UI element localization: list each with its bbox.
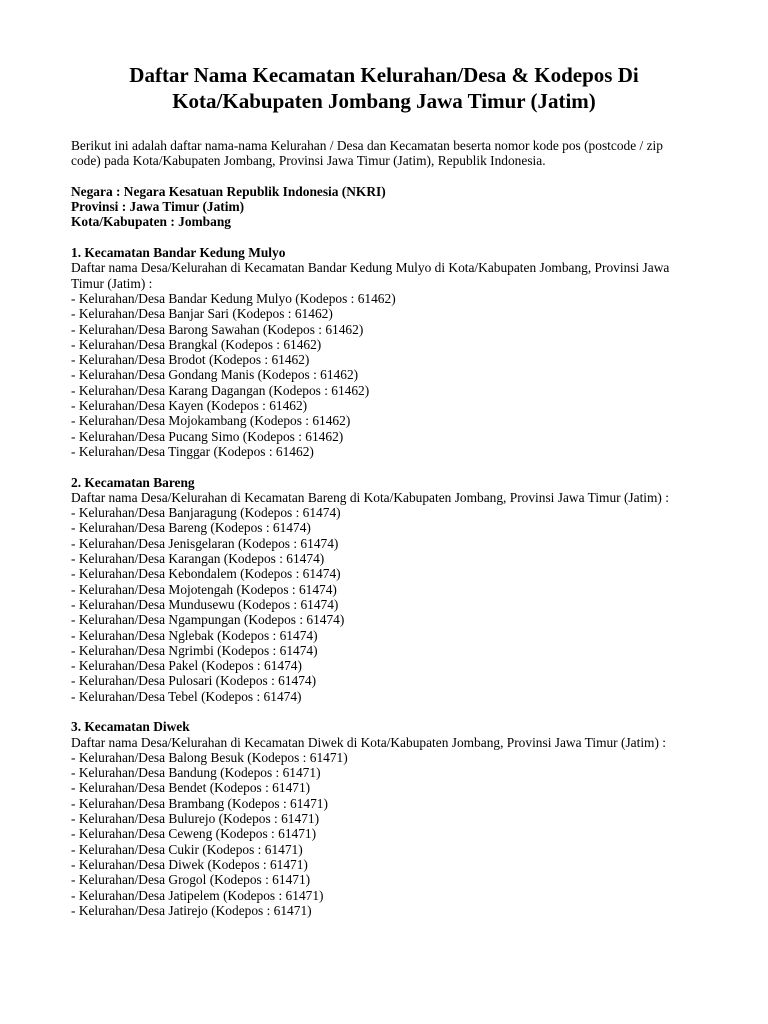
title-line-1: Daftar Nama Kecamatan Kelurahan/Desa & Kodepos Di bbox=[129, 63, 639, 87]
list-item: - Kelurahan/Desa Bandar Kedung Mulyo (Kodepos : 61462) bbox=[71, 291, 691, 306]
kecamatan-section bbox=[71, 719, 691, 918]
section-heading: 3. Kecamatan Diwek bbox=[71, 719, 190, 735]
list-item: - Kelurahan/Desa Barong Sawahan (Kodepos : 61462) bbox=[71, 322, 691, 337]
meta-kabupaten: Kota/Kabupaten : Jombang bbox=[71, 214, 231, 230]
list-item: - Kelurahan/Desa Bulurejo (Kodepos : 61471) bbox=[71, 811, 691, 826]
list-item: - Kelurahan/Desa Kayen (Kodepos : 61462) bbox=[71, 398, 691, 413]
intro-paragraph: Berikut ini adalah daftar nama-nama Kelurahan / Desa dan Kecamatan beserta nomor kode pos (postcode / zip code) pada Kota/Kabupaten Jombang, Provinsi Jawa Timur (Jatim), Republik Indonesia. bbox=[71, 138, 663, 169]
list-item: - Kelurahan/Desa Banjar Sari (Kodepos : 61462) bbox=[71, 306, 691, 321]
location-meta bbox=[71, 184, 691, 230]
title-line-2: Kota/Kabupaten Jombang Jawa Timur (Jatim) bbox=[172, 89, 596, 113]
list-item: - Kelurahan/Desa Kebondalem (Kodepos : 61474) bbox=[71, 566, 691, 581]
list-item: - Kelurahan/Desa Mojokambang (Kodepos : 61462) bbox=[71, 413, 691, 428]
list-item: - Kelurahan/Desa Bandung (Kodepos : 61471) bbox=[71, 765, 691, 780]
list-item: - Kelurahan/Desa Pakel (Kodepos : 61474) bbox=[71, 658, 691, 673]
list-item: - Kelurahan/Desa Bareng (Kodepos : 61474) bbox=[71, 520, 691, 535]
list-item: - Kelurahan/Desa Nglebak (Kodepos : 61474) bbox=[71, 628, 691, 643]
kecamatan-section bbox=[71, 245, 691, 459]
list-item: - Kelurahan/Desa Mojotengah (Kodepos : 61474) bbox=[71, 582, 691, 597]
list-item: - Kelurahan/Desa Brambang (Kodepos : 61471) bbox=[71, 796, 691, 811]
meta-negara: Negara : Negara Kesatuan Republik Indonesia (NKRI) bbox=[71, 183, 386, 199]
section-description: Daftar nama Desa/Kelurahan di Kecamatan Bandar Kedung Mulyo di Kota/Kabupaten Jombang, Provinsi Jawa Timur (Jatim) : bbox=[71, 260, 670, 291]
list-item: - Kelurahan/Desa Bendet (Kodepos : 61471) bbox=[71, 780, 691, 795]
list-item: - Kelurahan/Desa Tinggar (Kodepos : 61462) bbox=[71, 444, 691, 459]
list-item: - Kelurahan/Desa Pulosari (Kodepos : 61474) bbox=[71, 673, 691, 688]
list-item: - Kelurahan/Desa Karang Dagangan (Kodepos : 61462) bbox=[71, 383, 691, 398]
section-description: Daftar nama Desa/Kelurahan di Kecamatan Diwek di Kota/Kabupaten Jombang, Provinsi Jawa Timur (Jatim) : bbox=[71, 734, 666, 750]
list-item: - Kelurahan/Desa Jenisgelaran (Kodepos : 61474) bbox=[71, 536, 691, 551]
list-item: - Kelurahan/Desa Pucang Simo (Kodepos : 61462) bbox=[71, 429, 691, 444]
list-item: - Kelurahan/Desa Grogol (Kodepos : 61471) bbox=[71, 872, 691, 887]
list-item: - Kelurahan/Desa Mundusewu (Kodepos : 61474) bbox=[71, 597, 691, 612]
list-item: - Kelurahan/Desa Brangkal (Kodepos : 61462) bbox=[71, 337, 691, 352]
list-item: - Kelurahan/Desa Brodot (Kodepos : 61462) bbox=[71, 352, 691, 367]
document-body bbox=[71, 138, 691, 933]
list-item: - Kelurahan/Desa Balong Besuk (Kodepos : 61471) bbox=[71, 750, 691, 765]
meta-provinsi: Provinsi : Jawa Timur (Jatim) bbox=[71, 199, 245, 215]
list-item: - Kelurahan/Desa Gondang Manis (Kodepos : 61462) bbox=[71, 367, 691, 382]
list-item: - Kelurahan/Desa Jatipelem (Kodepos : 61471) bbox=[71, 888, 691, 903]
desa-list bbox=[71, 291, 691, 459]
list-item: - Kelurahan/Desa Karangan (Kodepos : 61474) bbox=[71, 551, 691, 566]
page-title bbox=[60, 62, 708, 114]
list-item: - Kelurahan/Desa Ceweng (Kodepos : 61471) bbox=[71, 826, 691, 841]
section-description: Daftar nama Desa/Kelurahan di Kecamatan Bareng di Kota/Kabupaten Jombang, Provinsi Jawa Timur (Jatim) : bbox=[71, 489, 669, 505]
list-item: - Kelurahan/Desa Tebel (Kodepos : 61474) bbox=[71, 689, 691, 704]
list-item: - Kelurahan/Desa Ngampungan (Kodepos : 61474) bbox=[71, 612, 691, 627]
desa-list bbox=[71, 505, 691, 704]
list-item: - Kelurahan/Desa Cukir (Kodepos : 61471) bbox=[71, 842, 691, 857]
list-item: - Kelurahan/Desa Jatirejo (Kodepos : 61471) bbox=[71, 903, 691, 918]
sections-container bbox=[71, 245, 691, 918]
list-item: - Kelurahan/Desa Banjaragung (Kodepos : 61474) bbox=[71, 505, 691, 520]
section-heading: 1. Kecamatan Bandar Kedung Mulyo bbox=[71, 245, 286, 261]
kecamatan-section bbox=[71, 475, 691, 704]
section-heading: 2. Kecamatan Bareng bbox=[71, 474, 195, 490]
desa-list bbox=[71, 750, 691, 918]
list-item: - Kelurahan/Desa Ngrimbi (Kodepos : 61474) bbox=[71, 643, 691, 658]
list-item: - Kelurahan/Desa Diwek (Kodepos : 61471) bbox=[71, 857, 691, 872]
